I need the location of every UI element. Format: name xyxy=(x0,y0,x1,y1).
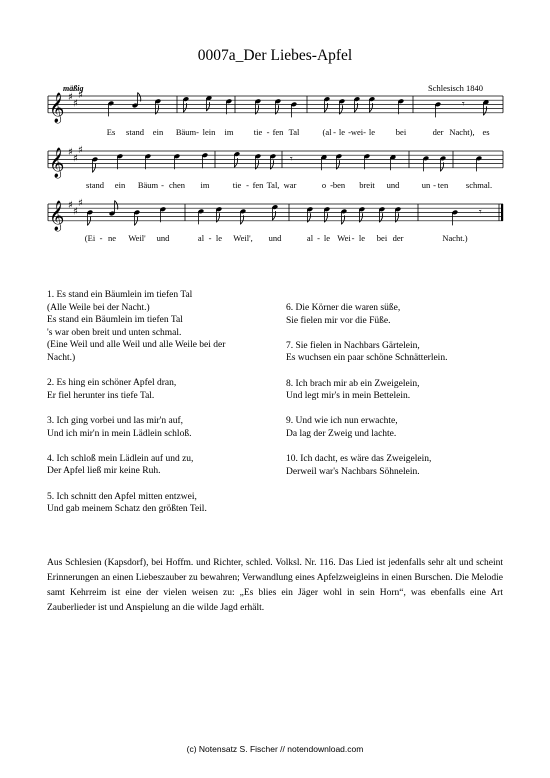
lyric-syllable: Tal, xyxy=(266,180,280,190)
treble-clef-icon: 𝄞 xyxy=(49,147,65,178)
lyric-syllable: tie xyxy=(232,180,242,190)
lyric-syllable: stand xyxy=(86,180,104,190)
verse-stanza xyxy=(47,377,277,402)
lyric-syllable: lein xyxy=(202,127,216,137)
lyric-hyphen: - xyxy=(208,233,212,243)
verse-line: Und legt mir's in mein Bettelein. xyxy=(286,391,411,402)
verse-line: Und gab meinem Schatz den größten Teil. xyxy=(47,504,207,515)
lyric-syllable: breit xyxy=(359,180,375,190)
lyric-hyphen: - xyxy=(330,180,333,190)
eighth-flag xyxy=(483,106,486,115)
footer-copyright: (c) Notensatz S. Fischer // notendownload.com xyxy=(186,744,364,754)
lyric-syllable: ein xyxy=(152,127,164,137)
sharp-sign-icon: ♯ xyxy=(68,200,73,211)
verse-line: 7. Sie fielen in Nachbars Gärtelein, xyxy=(286,340,420,351)
verse-stanza xyxy=(286,340,511,365)
lyric-syllable: wei xyxy=(350,127,364,137)
treble-clef-icon: 𝄞 xyxy=(49,200,65,231)
verse-line: 's war oben breit und unten schmal. xyxy=(47,327,182,338)
verse-line: Der Apfel ließ mir keine Ruh. xyxy=(47,466,161,477)
lyric-hyphen: - xyxy=(161,180,164,190)
lyric-syllable: der xyxy=(392,233,404,243)
lyric-syllable: fen xyxy=(272,127,284,137)
verse-line: Sie fielen mir vor die Füße. xyxy=(286,315,391,326)
lyric-syllable: Tal xyxy=(288,127,300,137)
verse-line: Nacht.) xyxy=(47,352,76,363)
lyric-hyphen: - xyxy=(433,180,436,190)
lyric-syllable: es xyxy=(482,127,490,137)
lyric-syllable: stand xyxy=(126,127,144,137)
source-note: Aus Schlesien (Kapsdorf), bei Hoffm. und Richter, schled. Volksl. Nr. 116. Das Lied ist jedenfalls sehr alt und scheint Erinnerungen an einen Liebeszauber zu bewahren; Verwandlung eines Apfelzweigleins in einen Burschen. Die Melodie samt Kehrreim ist eine der vielen weisen zu: „Es blies ein Jäger wohl in sein Horn“, was ebenfalls eine Art Zauberlieder ist und Anspielung an die wilde Jagd erhält. xyxy=(47,558,503,613)
lyric-syllable: ne xyxy=(107,233,117,243)
lyric-hyphen: - xyxy=(333,127,336,137)
verse-line: 3. Ich ging vorbei und las mir'n auf, xyxy=(47,415,184,426)
verse-stanza xyxy=(47,453,277,478)
verse-stanza xyxy=(286,302,511,327)
verse-line: Er fiel herunter ins tiefe Tal. xyxy=(47,390,155,401)
verse-line: 4. Ich schloß mein Lädlein auf und zu, xyxy=(47,453,194,464)
page-title: 0007a_Der Liebes-Apfel xyxy=(197,47,353,64)
lyric-syllable: schmal. xyxy=(465,180,493,190)
verse-stanza xyxy=(47,289,277,365)
lyric-syllable: le xyxy=(368,127,376,137)
lyric-syllable: (Ei xyxy=(84,233,96,243)
lyric-syllable: bei xyxy=(376,233,388,243)
verse-line: 5. Ich schnitt den Apfel mitten entzwei, xyxy=(47,491,197,502)
lyric-syllable: le xyxy=(338,127,346,137)
rest-symbol: 𝄾 xyxy=(479,206,482,218)
lyric-syllable: Bäum xyxy=(175,127,197,137)
lyric-syllable: le xyxy=(358,233,366,243)
lyric-hyphen: - xyxy=(196,127,199,137)
lyric-syllable: und xyxy=(156,233,170,243)
rest-symbol: 𝄾 xyxy=(290,153,293,165)
verse-stanza xyxy=(47,415,277,440)
lyric-syllable: im xyxy=(200,180,210,190)
lyric-hyphen: - xyxy=(351,233,355,243)
lyric-syllable: ten xyxy=(437,180,449,190)
lyric-syllable: tie xyxy=(253,127,263,137)
lyric-syllable: Bäum xyxy=(137,180,159,190)
tempo-marking: mäßig xyxy=(63,84,84,93)
lyric-syllable: Nacht.) xyxy=(442,233,468,243)
lyric-syllable: Es xyxy=(106,127,116,137)
verse-stanza xyxy=(286,415,511,440)
lyric-syllable: im xyxy=(224,127,234,137)
sharp-sign-icon: ♯ xyxy=(78,197,83,209)
lyric-hyphen: - xyxy=(348,127,351,137)
lyric-hyphen: - xyxy=(246,180,249,190)
verse-stanza xyxy=(286,378,511,403)
verse-line: 6. Die Körner die waren süße, xyxy=(286,303,401,313)
sharp-sign-icon: ♯ xyxy=(78,89,83,101)
lyric-syllable: le xyxy=(323,233,331,243)
lyric-syllable: al xyxy=(197,233,205,243)
final-barline xyxy=(501,204,503,221)
sharp-sign-icon: ♯ xyxy=(73,153,78,165)
lyric-syllable: Nacht), xyxy=(449,127,475,137)
lyric-syllable: (al xyxy=(322,127,332,137)
verse-line: Da lag der Zweig und lachte. xyxy=(286,428,397,439)
verse-line: 8. Ich brach mir ab ein Zweigelein, xyxy=(286,378,420,389)
lyric-hyphen: - xyxy=(317,233,320,243)
verse-line: Derweil war's Nachbars Söhnelein. xyxy=(286,466,420,477)
verse-line: (Eine Weil und alle Weil und alle Weile bei der xyxy=(47,340,226,351)
lyric-syllable: war xyxy=(283,180,297,190)
sharp-sign-icon: ♯ xyxy=(73,98,78,110)
lyric-syllable: bei xyxy=(395,127,407,137)
verse-stanza xyxy=(286,453,511,478)
lyric-syllable: chen xyxy=(168,180,186,190)
lyric-syllable: Wei xyxy=(337,233,351,243)
sharp-sign-icon: ♯ xyxy=(68,147,73,158)
lyric-syllable: un xyxy=(421,180,431,190)
lyric-syllable: Weil' xyxy=(128,233,146,243)
sharp-sign-icon: ♯ xyxy=(78,144,83,156)
sharp-sign-icon: ♯ xyxy=(73,206,78,218)
lyric-syllable: der xyxy=(432,127,444,137)
verse-line: 10. Ich dacht, es wäre das Zweigelein, xyxy=(286,454,432,465)
verse-line: 1. Es stand ein Bäumlein im tiefen Tal xyxy=(47,290,193,300)
verse-stanza xyxy=(47,491,277,516)
source-attribution: Schlesisch 1840 xyxy=(428,83,484,93)
lyric-hyphen: - xyxy=(363,127,366,137)
sharp-sign-icon: ♯ xyxy=(68,92,73,103)
lyric-syllable: ben xyxy=(332,180,346,190)
lyric-syllable: fen xyxy=(252,180,264,190)
lyric-syllable: le xyxy=(215,233,223,243)
lyric-syllable: ein xyxy=(114,180,126,190)
verse-line: Es stand ein Bäumlein im tiefen Tal xyxy=(47,315,183,326)
lyric-syllable: und xyxy=(386,180,400,190)
eighth-flag xyxy=(206,102,209,111)
lyric-syllable: und xyxy=(268,233,282,243)
verse-line: (Alle Weile bei der Nacht.) xyxy=(47,302,150,313)
verse-line: 2. Es hing ein schöner Apfel dran, xyxy=(47,378,177,389)
lyric-syllable: o xyxy=(321,180,327,190)
lyric-hyphen: - xyxy=(266,127,270,137)
verse-line: Und ich mir'n in mein Lädlein schloß. xyxy=(47,428,192,439)
treble-clef-icon: 𝄞 xyxy=(49,92,65,123)
lyric-hyphen: - xyxy=(99,233,103,243)
verses-left-column xyxy=(47,289,277,528)
rest-symbol: 𝄾 xyxy=(462,98,465,110)
verse-line: Es wuchsen ein paar schöne Schnätterlein. xyxy=(286,353,448,364)
verses-right-column xyxy=(286,302,511,491)
verse-line: 9. Und wie ich nun erwachte, xyxy=(286,416,398,427)
lyric-syllable: Weil', xyxy=(233,233,253,243)
lyric-syllable: al xyxy=(306,233,314,243)
